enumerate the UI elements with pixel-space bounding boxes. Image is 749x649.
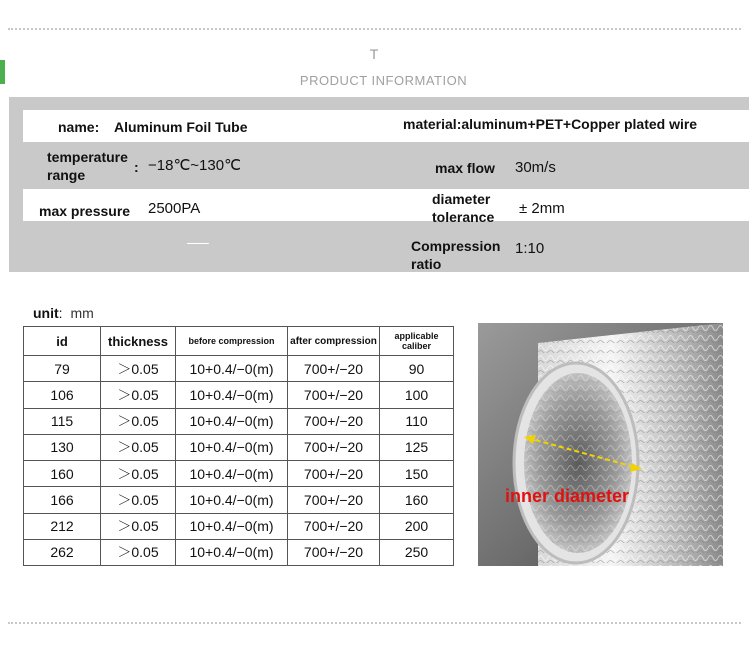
cell-id: 166 [24,487,101,513]
max-pressure-label: max pressure [39,203,131,219]
unit-row: unit: mm [33,305,94,321]
cell-after: 700+/−20 [288,382,380,408]
table-row [24,539,454,565]
cell-thickness: ＞0.05 [101,539,176,565]
header-before-compression: before compression [176,327,288,356]
cell-caliber: 160 [380,487,454,513]
cell-id: 160 [24,461,101,487]
cell-after: 700+/−20 [288,434,380,460]
cell-id: 212 [24,513,101,539]
header-after-compression: after compression [288,327,380,356]
cell-after: 700+/−20 [288,408,380,434]
cell-caliber: 90 [380,356,454,382]
cell-id: 106 [24,382,101,408]
table-row [24,408,454,434]
top-dotted-divider [8,28,741,30]
foil-duct-photo [478,323,723,566]
cell-id: 79 [24,356,101,382]
header-applicable-caliber: applicable caliber [380,327,454,356]
cell-caliber: 100 [380,382,454,408]
diameter-tolerance-value: ± 2mm [519,200,565,217]
cell-before: 10+0.4/−0(m) [176,461,288,487]
cell-after: 700+/−20 [288,461,380,487]
table-row [24,382,454,408]
temperature-colon: : [134,159,139,175]
max-pressure-value: 2500PA [148,200,201,217]
dash-mark [187,243,209,244]
unit-value: mm [70,305,94,321]
table-row [24,434,454,460]
table-row [24,487,454,513]
cell-caliber: 110 [380,408,454,434]
cell-id: 115 [24,408,101,434]
name-value: Aluminum Foil Tube [114,119,248,135]
table-row [24,356,454,382]
duct-inner-crinkle [524,373,632,553]
cell-after: 700+/−20 [288,356,380,382]
max-flow-label: max flow [435,160,495,176]
material-label: material:aluminum+PET+Copper plated wire [403,116,698,132]
cell-caliber: 150 [380,461,454,487]
cell-before: 10+0.4/−0(m) [176,356,288,382]
inner-diameter-label: inner diameter [505,486,630,506]
cell-before: 10+0.4/−0(m) [176,434,288,460]
cell-before: 10+0.4/−0(m) [176,382,288,408]
cell-before: 10+0.4/−0(m) [176,513,288,539]
max-flow-value: 30m/s [515,159,556,176]
name-label: name: [58,119,100,135]
cell-thickness: ＞0.05 [101,408,176,434]
compression-ratio-value: 1:10 [515,240,545,257]
cell-before: 10+0.4/−0(m) [176,408,288,434]
cell-thickness: ＞0.05 [101,513,176,539]
diameter-tolerance-label: diameter tolerance [432,191,495,225]
cell-caliber: 200 [380,513,454,539]
cell-thickness: ＞0.05 [101,461,176,487]
header-thickness: thickness [101,327,176,356]
cell-thickness: ＞0.05 [101,382,176,408]
cell-after: 700+/−20 [288,539,380,565]
table-row [24,513,454,539]
cell-thickness: ＞0.05 [101,434,176,460]
cell-before: 10+0.4/−0(m) [176,539,288,565]
cell-thickness: ＞0.05 [101,356,176,382]
section-small-text: T [369,46,380,62]
compression-ratio-label: Compression ratio [411,238,501,272]
cell-id: 130 [24,434,101,460]
spec-panel [9,97,749,272]
unit-label: unit [33,305,59,321]
table-header-row [24,327,454,356]
table-row [24,461,454,487]
section-title: PRODUCT INFORMATION [299,73,468,88]
bottom-dotted-divider [8,622,741,624]
size-table [23,326,454,566]
cell-caliber: 125 [380,434,454,460]
spec-stripe-2 [23,189,749,221]
cell-after: 700+/−20 [288,487,380,513]
cell-thickness: ＞0.05 [101,487,176,513]
cell-id: 262 [24,539,101,565]
temperature-label: temperature range [47,149,128,183]
cell-after: 700+/−20 [288,513,380,539]
material-value: aluminum+PET+Copper plated wire [461,116,698,132]
header-id: id [24,327,101,356]
cell-caliber: 250 [380,539,454,565]
temperature-value: −18℃~130℃ [148,157,241,174]
cell-before: 10+0.4/−0(m) [176,487,288,513]
